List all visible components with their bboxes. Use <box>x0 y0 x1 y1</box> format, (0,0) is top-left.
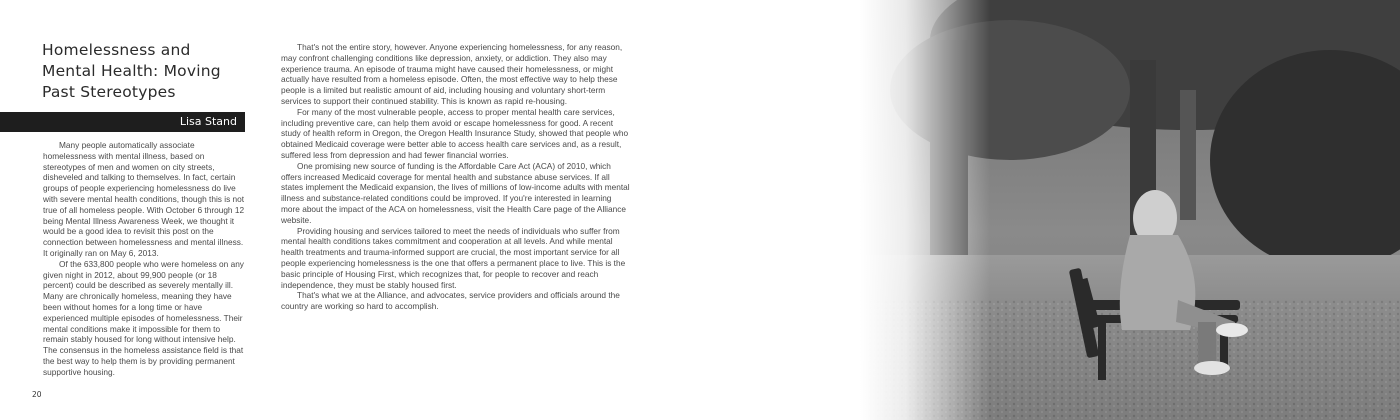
middle-paragraph-3: One promising new source of funding is the Affordable Care Act (ACA) of 2010, which offers increased Medicaid coverage for mental health and substance abuse services. If all states implement the Medicaid expansion, the lives of millions of low-income adults with mental illness and substance-related conditions could be improved. If you're interested in learning more about the impact of the ACA on homelessness, visit the Health Care page of the Alliance website. <box>281 160 630 225</box>
photo-fade-overlay <box>860 0 990 420</box>
middle-paragraph-4: Providing housing and services tailored to meet the needs of individuals who suffer from mental health conditions takes commitment and cooperation at all levels. And while mental health treatments and trauma-informed support are crucial, the most important service for all people experiencing homelessness is the one that offers a permanent place to live. This is the basic principle of Housing First, which recognizes that, for people to recover and reach independence, they must be stably housed first. <box>281 225 626 290</box>
left-paragraph-1: Many people automatically associate homelessness with mental illness, based on stereotypes of men and women on city streets, disheveled and talking to themselves. In fact, certain groups of people experiencing homelessness do live with severe mental health conditions, though this is not true of all homeless people. With October 6 through 12 being Mental Illness Awareness Week, we thought it would be a good idea to revisit this post on the connection between homelessness and mental illness. It originally ran on May 6, 2013. <box>43 140 245 258</box>
author-byline: Lisa Stand <box>0 112 245 132</box>
park-bench-photo <box>860 0 1400 420</box>
title-line-2: Mental Health: Moving <box>42 62 221 80</box>
middle-paragraph-1: That's not the entire story, however. Anyone experiencing homelessness, for any reason, may confront challenging conditions like depression, anxiety, or addiction. They also may experience trauma. An episode of trauma might have caused their homelessness, or might actually have resulted from a homeless episode. Often, the most effective way to help these people is a limited but realistic amount of aid, including housing and voluntary short-term services to support their continued stability. This is known as rapid re-housing. <box>281 42 623 106</box>
middle-paragraph-5: That's what we at the Alliance, and advocates, service providers and officials around the country are working so hard to accomplish. <box>281 290 620 312</box>
title-line-1: Homelessness and <box>42 41 191 59</box>
article-title <box>42 40 272 103</box>
middle-paragraph-2: For many of the most vulnerable people, access to proper mental health care services, including preventive care, can help them avoid or escape homelessness for good. A recent study of health reform in Oregon, the Oregon Health Insurance Study, showed that people who obtained Medicaid coverage were better able to access health care services and, as a result, suffered less from depression and had fewer financial worries. <box>281 106 629 160</box>
page-number: 20 <box>32 390 42 399</box>
left-paragraph-2: Of the 633,800 people who were homeless on any given night in 2012, about 99,900 people (or 18 percent) could be described as severely mentally ill. Many are chronically homeless, meaning they have been without homes for a long time or have experienced multiple episodes of homelessness. Their mental conditions make it impossible for them to remain stably housed for long without intensive help. The consensus in the homeless assistance field is that the best way to help them is by providing permanent supportive housing. <box>43 258 244 377</box>
title-line-3: Past Stereotypes <box>42 83 176 101</box>
middle-text-column <box>281 42 631 312</box>
left-text-column <box>43 140 247 378</box>
